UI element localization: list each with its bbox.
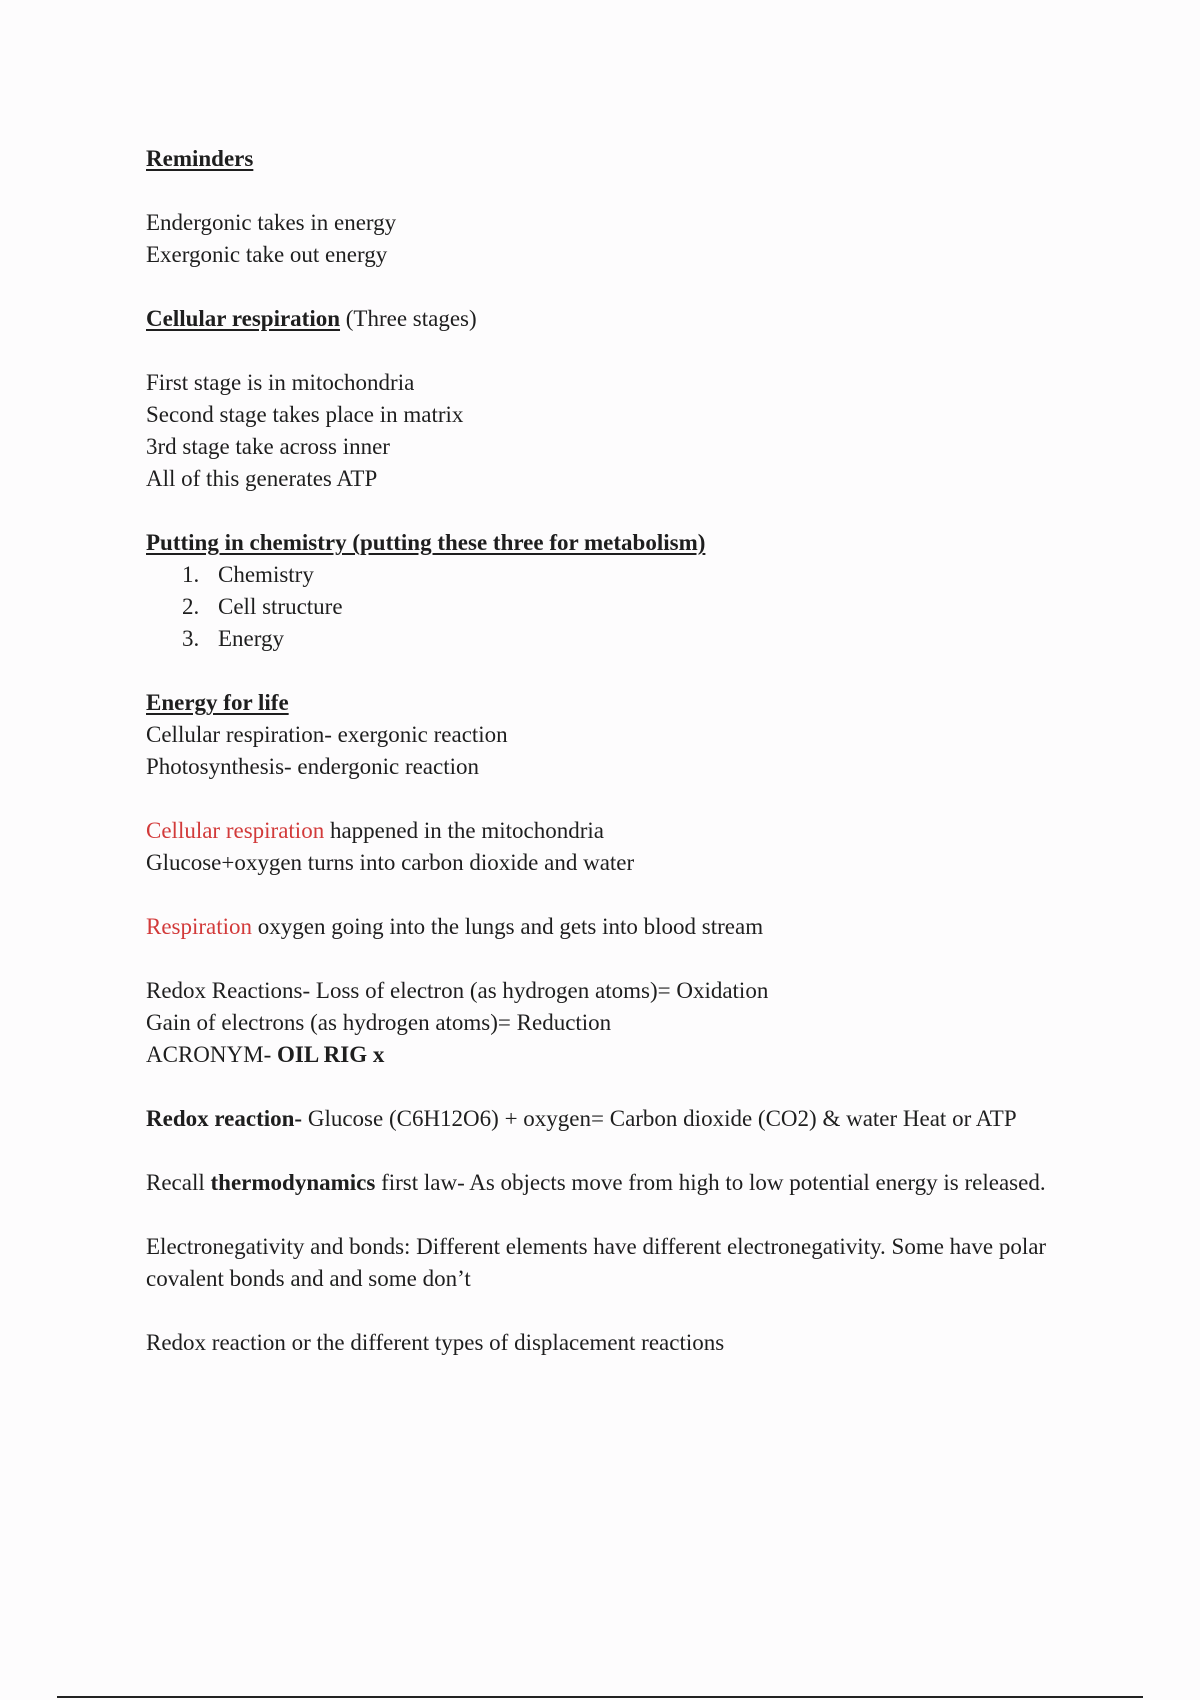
- stage-line: Second stage takes place in matrix: [146, 402, 464, 427]
- cellular-respiration-subtitle: (Three stages): [340, 306, 477, 331]
- thermo-prefix: Recall: [146, 1170, 211, 1195]
- mitochondria-text: happened in the mitochondria: [324, 818, 604, 843]
- acronym-value: OIL RIG x: [276, 1042, 385, 1067]
- list-number: 3.: [182, 626, 200, 651]
- highlighted-term: Respiration: [146, 914, 253, 939]
- redox-line: Gain of electrons (as hydrogen atoms)= Reduction: [146, 1010, 612, 1035]
- redox-reaction-text: Glucose (C6H12O6) + oxygen= Carbon dioxide (CO2) & water Heat or ATP: [302, 1106, 1017, 1131]
- reminders-heading: Reminders: [146, 146, 254, 171]
- glucose-line: Glucose+oxygen turns into carbon dioxide and water: [146, 850, 635, 875]
- reminders-line: Exergonic take out energy: [146, 242, 388, 267]
- highlighted-term: Cellular respiration: [146, 818, 325, 843]
- acronym-line: [146, 1039, 1076, 1071]
- thermo-text: first law- As objects move from high to low potential energy is released.: [375, 1170, 1046, 1195]
- list-item: [182, 591, 1076, 623]
- stage-line: All of this generates ATP: [146, 466, 378, 491]
- list-item: [182, 559, 1076, 591]
- stage-line: First stage is in mitochondria: [146, 370, 415, 395]
- energy-for-life-heading: Energy for life: [146, 690, 289, 715]
- redox-reaction-line: [146, 1103, 1076, 1135]
- thermo-bold-term: thermodynamics: [210, 1170, 376, 1195]
- thermodynamics-paragraph: [146, 1167, 1076, 1199]
- stage-line: 3rd stage take across inner: [146, 434, 390, 459]
- list-item: [182, 623, 1076, 655]
- respiration-text: oxygen going into the lungs and gets into blood stream: [252, 914, 764, 939]
- cellular-respiration-title: Cellular respiration: [146, 306, 341, 331]
- reminders-line: Endergonic takes in energy: [146, 210, 397, 235]
- footer-divider: [57, 1696, 1143, 1698]
- mitochondria-line: [146, 815, 1076, 847]
- list-text: Energy: [218, 626, 285, 651]
- redox-line: Redox Reactions- Loss of electron (as hydrogen atoms)= Oxidation: [146, 978, 769, 1003]
- list-number: 2.: [182, 594, 200, 619]
- chemistry-heading: Putting in chemistry (putting these three for metabolism): [146, 530, 706, 555]
- energy-line: Photosynthesis- endergonic reaction: [146, 754, 480, 779]
- energy-line: Cellular respiration- exergonic reaction: [146, 722, 508, 747]
- list-text: Chemistry: [218, 562, 314, 587]
- respiration-line: [146, 911, 1076, 943]
- displacement-line: Redox reaction or the different types of displacement reactions: [146, 1330, 725, 1355]
- list-text: Cell structure: [218, 594, 343, 619]
- redox-reaction-label: Redox reaction-: [146, 1106, 303, 1131]
- acronym-prefix: ACRONYM-: [146, 1042, 277, 1067]
- metabolism-list: [146, 559, 1076, 655]
- list-number: 1.: [182, 562, 200, 587]
- cellular-respiration-heading: [146, 303, 1076, 335]
- electronegativity-paragraph: Electronegativity and bonds: Different elements have different electronegativity. Some have polar covalent bonds and and some don’t: [146, 1234, 1047, 1291]
- document-content: [146, 143, 1076, 1359]
